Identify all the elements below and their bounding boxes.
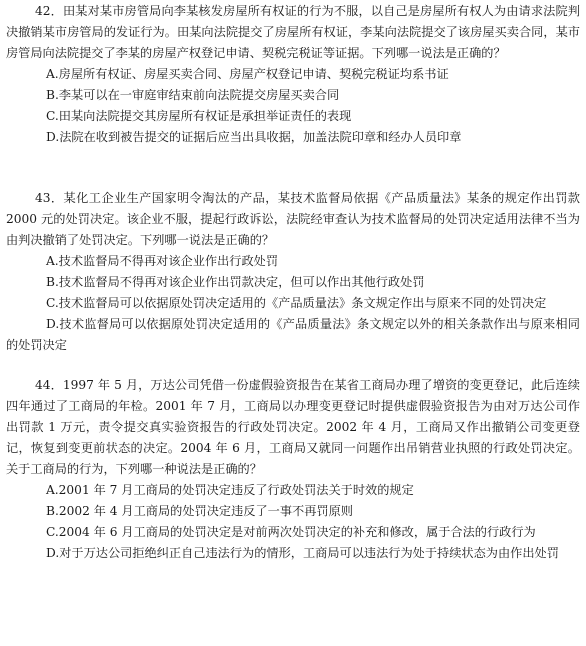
- question-stem: 43．某化工企业生产国家明令淘汰的产品，某技术监督局依据《产品质量法》某条的规定作出罚款 2000 元的处罚决定。该企业不服，提起行政诉讼，法院经审查认为技术监督局的处罚决定适用法律不当为由判决撤销了处罚决定。下列哪一说法是正确的？: [6, 191, 580, 247]
- option-a: A.2001 年 7 月工商局的处罚决定违反了行政处罚法关于时效的规定: [46, 483, 414, 497]
- option-b: B.李某可以在一审庭审结束前向法院提交房屋买卖合同: [46, 88, 340, 102]
- question-stem: 42．田某对某市房管局向李某核发房屋所有权证的行为不服，以自己是房屋所有权人为由请求法院判决撤销某市房管局的发证行为。田某向法院提交了房屋所有权证，李某向法院提交了该房屋买卖合同，某市房管局向法院提交了李某的房屋产权登记申请、契税完税证等证据。下列哪一说法是正确的？: [6, 4, 580, 60]
- option-b: B.2002 年 4 月工商局的处罚决定违反了一事不再罚原则: [46, 504, 353, 518]
- option-d: D.对于万达公司拒绝纠正自己违法行为的情形，工商局可以违法行为处于持续状态为由作出处罚: [46, 546, 559, 560]
- option-b: B.技术监督局不得再对该企业作出罚款决定，但可以作出其他行政处罚: [46, 275, 425, 289]
- question-42: [0, 1, 586, 148]
- option-d: D.法院在收到被告提交的证据后应当出具收据，加盖法院印章和经办人员印章: [46, 130, 462, 144]
- option-a: A.技术监督局不得再对该企业作出行政处罚: [46, 254, 279, 268]
- option-c: C.技术监督局可以依据原处罚决定适用的《产品质量法》条文规定作出与原来不同的处罚决定: [46, 296, 547, 310]
- option-c: C.2004 年 6 月工商局的处罚决定是对前两次处罚决定的补充和修改，属于合法的行政行为: [46, 525, 536, 539]
- question-44: [0, 375, 586, 564]
- option-c: C.田某向法院提交其房屋所有权证是承担举证责任的表现: [46, 109, 352, 123]
- option-a: A.房屋所有权证、房屋买卖合同、房屋产权登记申请、契税完税证均系书证: [46, 67, 449, 81]
- question-stem: 44．1997 年 5 月，万达公司凭借一份虚假验资报告在某省工商局办理了增资的变更登记，此后连续四年通过了工商局的年检。2001 年 7 月，工商局以办理变更登记时提供虚假验资报告为由对万达公司作出罚款 1 万元，责令提交真实验资报告的行政处罚决定。2002 年 4 月，工商局又作出撤销公司变更登记，恢复到变更前状态的决定。2004 年 6 月，工商局又就同一问题作出吊销营业执照的行政处罚决定。关于工商局的行为，下列哪一种说法是正确的？: [6, 378, 580, 476]
- question-43: [0, 188, 586, 356]
- option-d: D.技术监督局可以依据原处罚决定适用的《产品质量法》条文规定以外的相关条款作出与原来相同的处罚决定: [6, 317, 580, 352]
